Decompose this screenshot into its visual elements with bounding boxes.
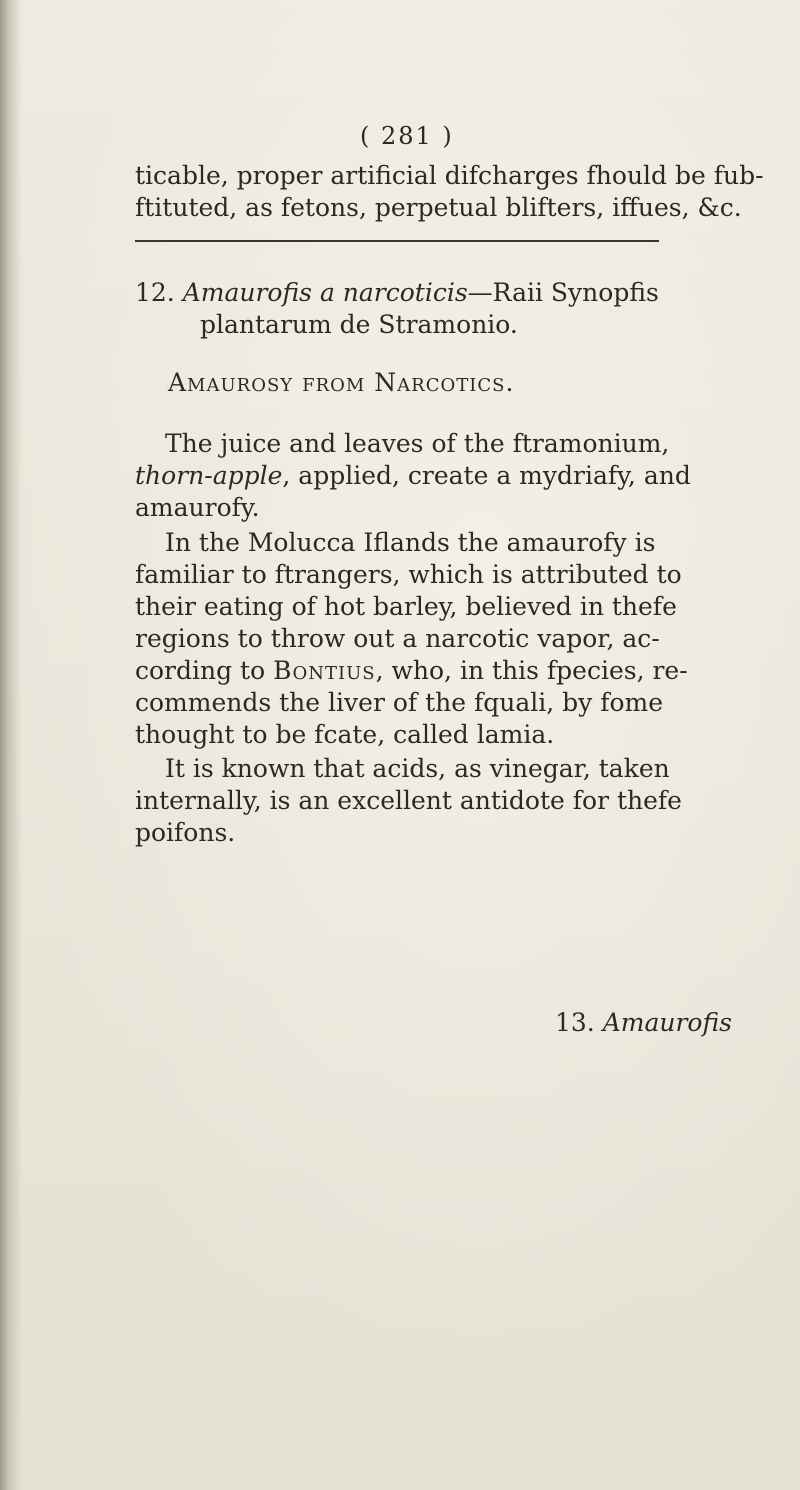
author-name: Bontius: [273, 656, 376, 685]
text-line: thought to be fcate, called lamia.: [135, 720, 555, 749]
section-divider: [135, 240, 659, 242]
text-span: cording to: [135, 656, 274, 685]
entry-title-italic: Amaurofis a narcoticis: [182, 278, 468, 307]
text-line: internally, is an excellent antidote for thefe: [135, 786, 682, 815]
text-line: It is known that acids, as vinegar, taken: [165, 754, 670, 783]
italic-term: thorn-apple: [135, 461, 283, 490]
text-line: ftituted, as fetons, perpetual blifters, iffues, &c.: [135, 193, 742, 222]
entry-title-line2: plantarum de Stramonio.: [200, 310, 518, 339]
text-line: ticable, proper artificial difcharges fhould be fub-: [135, 161, 764, 190]
text-line: [135, 655, 688, 687]
catchword-italic: Amaurofis: [602, 1008, 732, 1037]
binding-shadow: [0, 0, 22, 1490]
page-number: ( 281 ): [360, 122, 454, 150]
text-line: commends the liver of the fquali, by fome: [135, 688, 664, 717]
entry-number: 12.: [135, 278, 175, 307]
text-line: poifons.: [135, 818, 236, 847]
catchword: [555, 1007, 732, 1039]
text-span: , who, in this fpecies, re-: [375, 656, 688, 685]
entry-title-rest: —Raii Synopfis: [467, 278, 659, 307]
text-span: , applied, create a mydriafy, and: [282, 461, 691, 490]
text-line: their eating of hot barley, believed in thefe: [135, 592, 677, 621]
text-line: familiar to ftrangers, which is attributed to: [135, 560, 682, 589]
entry-title: [135, 277, 659, 309]
catchword-number: 13.: [555, 1008, 595, 1037]
section-heading: Amaurosy from Narcotics.: [168, 368, 515, 397]
text-line: [135, 460, 691, 492]
text-line: amaurofy.: [135, 493, 260, 522]
text-line: In the Molucca Iflands the amaurofy is: [165, 528, 656, 557]
text-line: The juice and leaves of the ftramonium,: [165, 429, 670, 458]
text-line: regions to throw out a narcotic vapor, ac-: [135, 624, 660, 653]
